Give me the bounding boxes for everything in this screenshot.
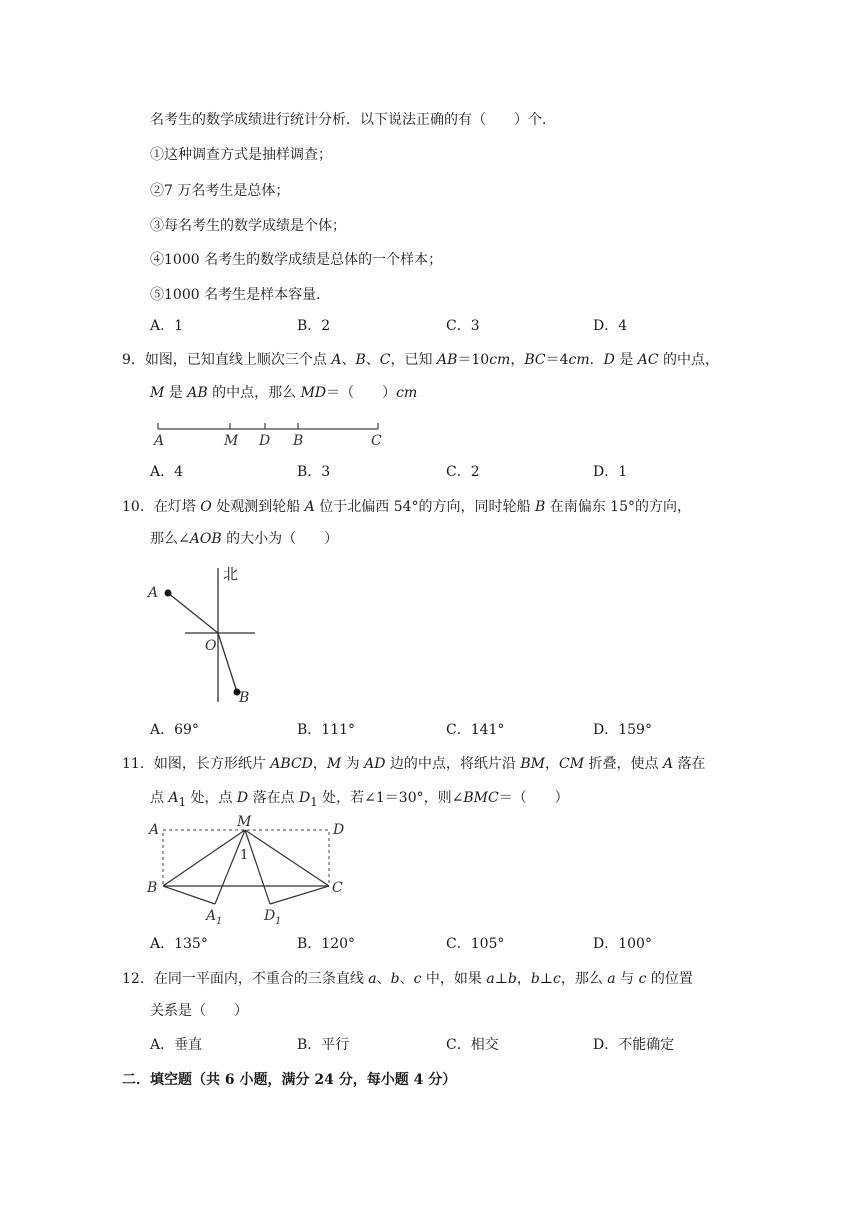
q8-option-c: C．3: [446, 318, 480, 334]
q10-label-north: 北: [223, 565, 239, 583]
q9-line-1: 9．如图，已知直线上顺次三个点 A、B、C，已知 AB＝10cm，BC＝4cm．D 是 AC 的中点，: [122, 352, 720, 368]
q10-line-2: 那么∠AOB 的大小为（ ）: [150, 531, 339, 547]
q11-option-a: A．135°: [150, 936, 208, 952]
q10-label-b: B: [239, 690, 250, 706]
q10-option-a: A．69°: [150, 722, 199, 738]
q10-option-b: B．111°: [297, 722, 356, 738]
q8-item-1: ①这种调查方式是抽样调查；: [150, 147, 332, 163]
q9-option-c: C．2: [446, 464, 480, 480]
q10-point-a: [165, 590, 172, 597]
q10-option-d: D．159°: [593, 722, 652, 738]
q11-fold-cm: [245, 830, 329, 886]
q11-label-a1: A: [206, 908, 217, 924]
q11-label-a: A: [149, 822, 160, 838]
q9-label-d: D: [259, 433, 271, 449]
q12-line-1: 12．在同一平面内，不重合的三条直线 a、b、c 中，如果 a⊥b，b⊥c，那么 a 与 c 的位置: [122, 971, 693, 987]
q10-line-1: 10．在灯塔 O 处观测到轮船 A 位于北偏西 54°的方向，同时轮船 B 在南偏东 15°的方向，: [122, 499, 691, 515]
q11-label-c: C: [332, 880, 343, 896]
q12-option-b: B．平行: [297, 1037, 350, 1053]
q9-line-figure: [150, 415, 390, 450]
q12-option-c: C．相交: [446, 1037, 499, 1053]
q10-ray-ob: [218, 633, 237, 692]
q12-option-a: A．垂直: [150, 1037, 203, 1053]
q12-option-d: D．不能确定: [593, 1037, 675, 1053]
q11-label-a1-sub: 1: [216, 916, 223, 927]
q11-option-b: B．120°: [297, 936, 356, 952]
q9-option-b: B．3: [297, 464, 331, 480]
q11-line-2: 点 $A_1$ 处，点 D 落在点 $D_1$ 处，若∠1＝30°，则∠BMC＝（ ）: [150, 790, 569, 809]
q8-item-4: ④1000 名考生的数学成绩是总体的一个样本；: [150, 252, 443, 268]
q11-segment-ba1: [163, 886, 215, 904]
q8-option-d: D．4: [593, 318, 628, 334]
q11-label-m: M: [237, 814, 252, 830]
q11-segment-ma1: [215, 830, 245, 904]
q9-number: 9．: [122, 352, 145, 368]
q8-item-5: ⑤1000 名考生是样本容量．: [150, 287, 331, 303]
q9-line-2: M 是 AB 的中点，那么 MD＝（ ）cm: [150, 385, 418, 401]
q12-line-2: 关系是（ ）: [150, 1003, 248, 1019]
q11-option-c: C．105°: [446, 936, 505, 952]
q11-label-angle-1: 1: [240, 848, 249, 863]
q9-label-m: M: [224, 433, 239, 449]
q11-segment-cd1: [270, 886, 329, 904]
q11-line-1: 11．如图，长方形纸片 ABCD，M 为 AD 边的中点，将纸片沿 BM，CM 折叠，使点 A 落在: [122, 756, 706, 772]
q10-ray-oa: [168, 593, 218, 633]
q10-option-c: C．141°: [446, 722, 505, 738]
q11-label-d1-sub: 1: [275, 916, 282, 927]
q11-fold-bm: [163, 830, 245, 886]
q12-number: 12．: [122, 971, 154, 987]
section-2-heading: 二．填空题（共 6 小题，满分 24 分，每小题 4 分）: [122, 1072, 457, 1088]
q8-stem-tail: 名考生的数学成绩进行统计分析．以下说法正确的有（ ）个．: [150, 112, 556, 128]
q8-option-a: A．1: [150, 318, 184, 334]
q9-option-a: A．4: [150, 464, 184, 480]
q11-number: 11．: [122, 756, 154, 772]
q11-option-d: D．100°: [593, 936, 652, 952]
q8-item-3: ③每名考生的数学成绩是个体；: [150, 218, 346, 234]
q9-label-c: C: [371, 433, 382, 449]
q9-label-a: A: [154, 433, 165, 449]
q10-label-o: O: [205, 638, 217, 654]
q11-label-b: B: [147, 880, 158, 896]
q11-label-d1: D: [264, 908, 276, 924]
q10-label-a: A: [148, 585, 159, 601]
q8-option-b: B．2: [297, 318, 331, 334]
q9-label-b: B: [293, 433, 304, 449]
q10-compass-figure: [145, 562, 260, 707]
q11-segment-md1: [245, 830, 270, 904]
q11-fold-figure: [145, 812, 355, 927]
q10-number: 10．: [122, 499, 154, 515]
q9-option-d: D．1: [593, 464, 628, 480]
q11-label-d: D: [333, 822, 345, 838]
q8-item-2: ②7 万名考生是总体；: [150, 183, 290, 199]
